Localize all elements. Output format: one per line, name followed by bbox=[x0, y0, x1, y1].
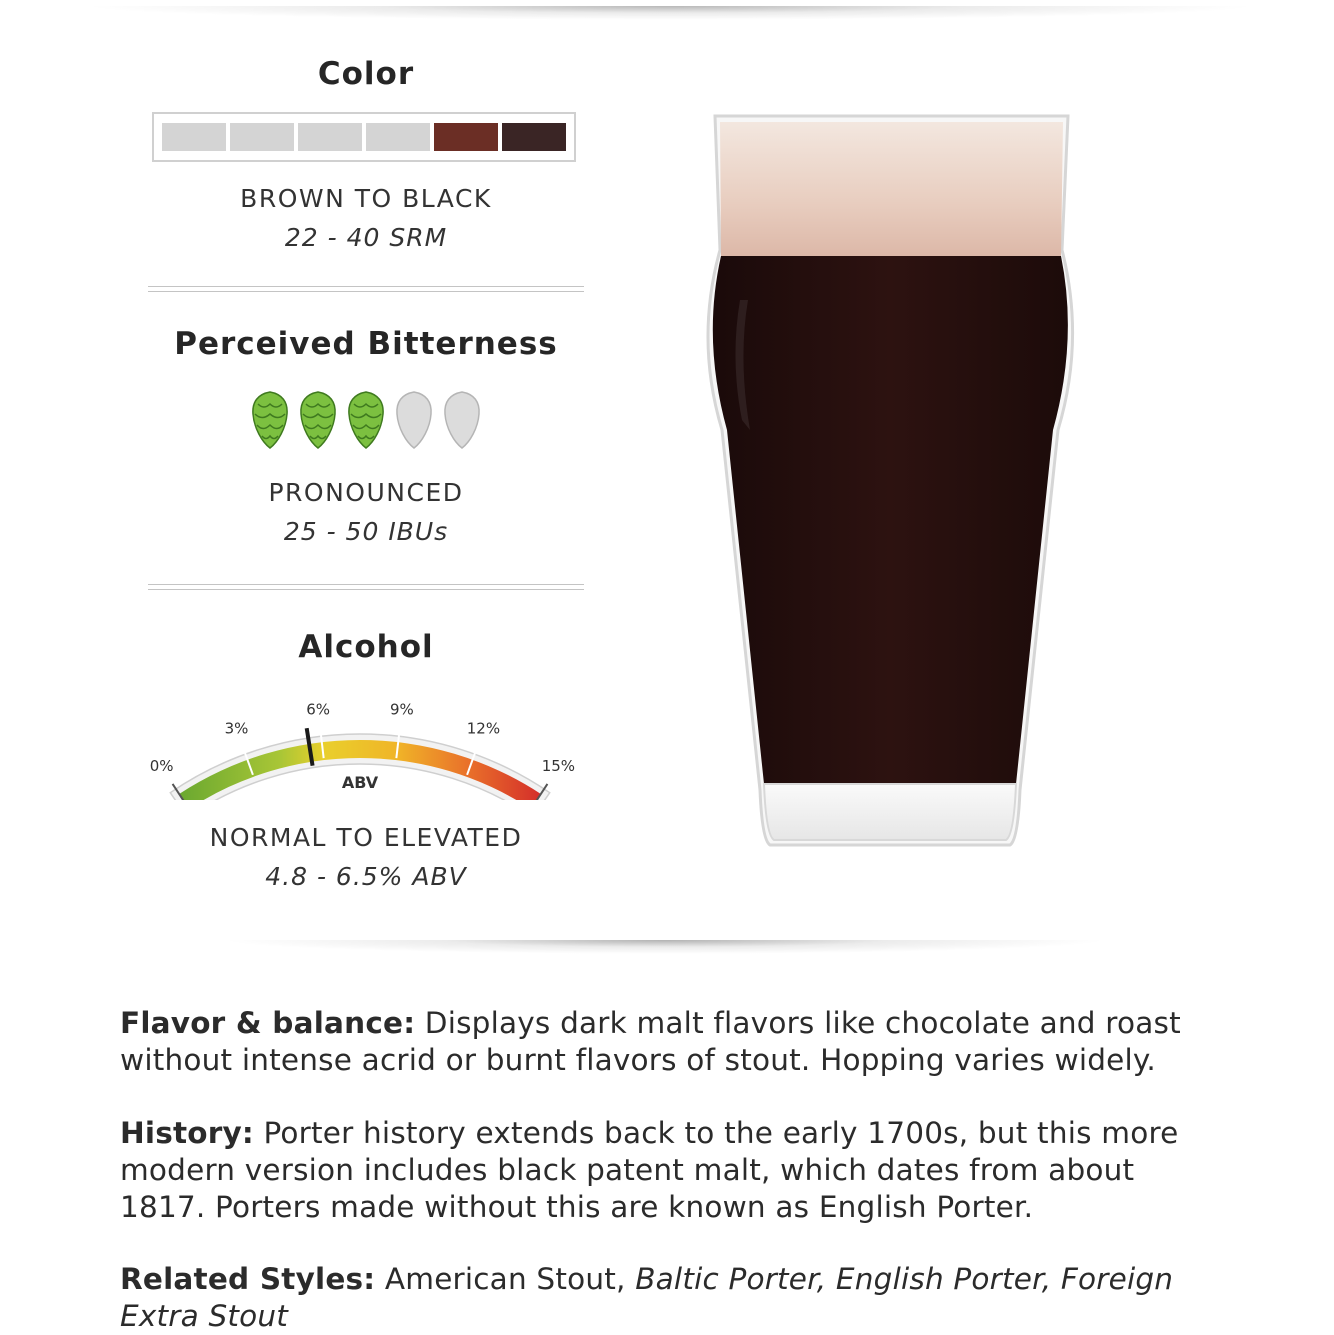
porter-pint-glass-image bbox=[690, 100, 1100, 860]
color-swatch-5 bbox=[434, 123, 498, 151]
history-text: Porter history extends back to the early 1700s, but this more modern version includes black patent malt, which dates from about 1817. Porters made without this are known as English Porter. bbox=[120, 1116, 1179, 1224]
history-paragraph bbox=[120, 1115, 1220, 1226]
gauge-abv-label: ABV bbox=[341, 773, 379, 792]
color-scale-bar bbox=[152, 112, 576, 162]
top-shadow-divider bbox=[80, 6, 1260, 20]
section-shadow-divider bbox=[220, 940, 1110, 954]
color-swatch-6 bbox=[502, 123, 566, 151]
gauge-tick-label: 0% bbox=[149, 757, 174, 776]
section-divider bbox=[148, 584, 584, 590]
color-label: BROWN TO BLACK bbox=[240, 184, 492, 213]
gauge-tick-label: 15% bbox=[541, 757, 576, 776]
color-range: 22 - 40 SRM bbox=[284, 223, 448, 252]
gauge-tick-label: 6% bbox=[306, 700, 331, 719]
related-italic: Baltic Porter, English Porter, Foreign Extra Stout bbox=[120, 1262, 1174, 1333]
color-swatch-3 bbox=[298, 123, 362, 151]
bitterness-range: 25 - 50 IBUs bbox=[283, 517, 449, 546]
bitterness-heading: Perceived Bitterness bbox=[174, 326, 558, 362]
hop-icon-filled bbox=[298, 390, 338, 450]
gauge-tick-label: 12% bbox=[466, 719, 501, 738]
hop-icon-filled bbox=[250, 390, 290, 450]
flavor-text: Displays dark malt flavors like chocolate and roast without intense acrid or burnt flavors of stout. Hopping varies widely. bbox=[120, 1006, 1181, 1077]
color-swatch-1 bbox=[162, 123, 226, 151]
related-label: Related Styles: bbox=[120, 1262, 376, 1296]
color-swatch-4 bbox=[366, 123, 430, 151]
history-label: History: bbox=[120, 1116, 254, 1150]
bitterness-label: PRONOUNCED bbox=[268, 478, 464, 507]
gauge-tick-label: 9% bbox=[389, 700, 414, 719]
hop-icon-filled bbox=[346, 390, 386, 450]
section-divider bbox=[148, 286, 584, 292]
hop-icon-empty bbox=[394, 390, 434, 450]
related-plain: American Stout, bbox=[375, 1262, 636, 1296]
abv-gauge bbox=[148, 690, 584, 800]
flavor-label: Flavor & balance: bbox=[120, 1006, 416, 1040]
gauge-tick-label: 3% bbox=[224, 719, 249, 738]
alcohol-heading: Alcohol bbox=[298, 629, 434, 665]
color-swatch-2 bbox=[230, 123, 294, 151]
alcohol-label: NORMAL TO ELEVATED bbox=[209, 823, 523, 852]
hop-icon-empty bbox=[442, 390, 482, 450]
color-heading: Color bbox=[317, 56, 415, 92]
flavor-paragraph bbox=[120, 1005, 1220, 1079]
related-styles-paragraph bbox=[120, 1261, 1220, 1335]
hop-rating bbox=[148, 390, 584, 452]
alcohol-range: 4.8 - 6.5% ABV bbox=[265, 862, 467, 891]
